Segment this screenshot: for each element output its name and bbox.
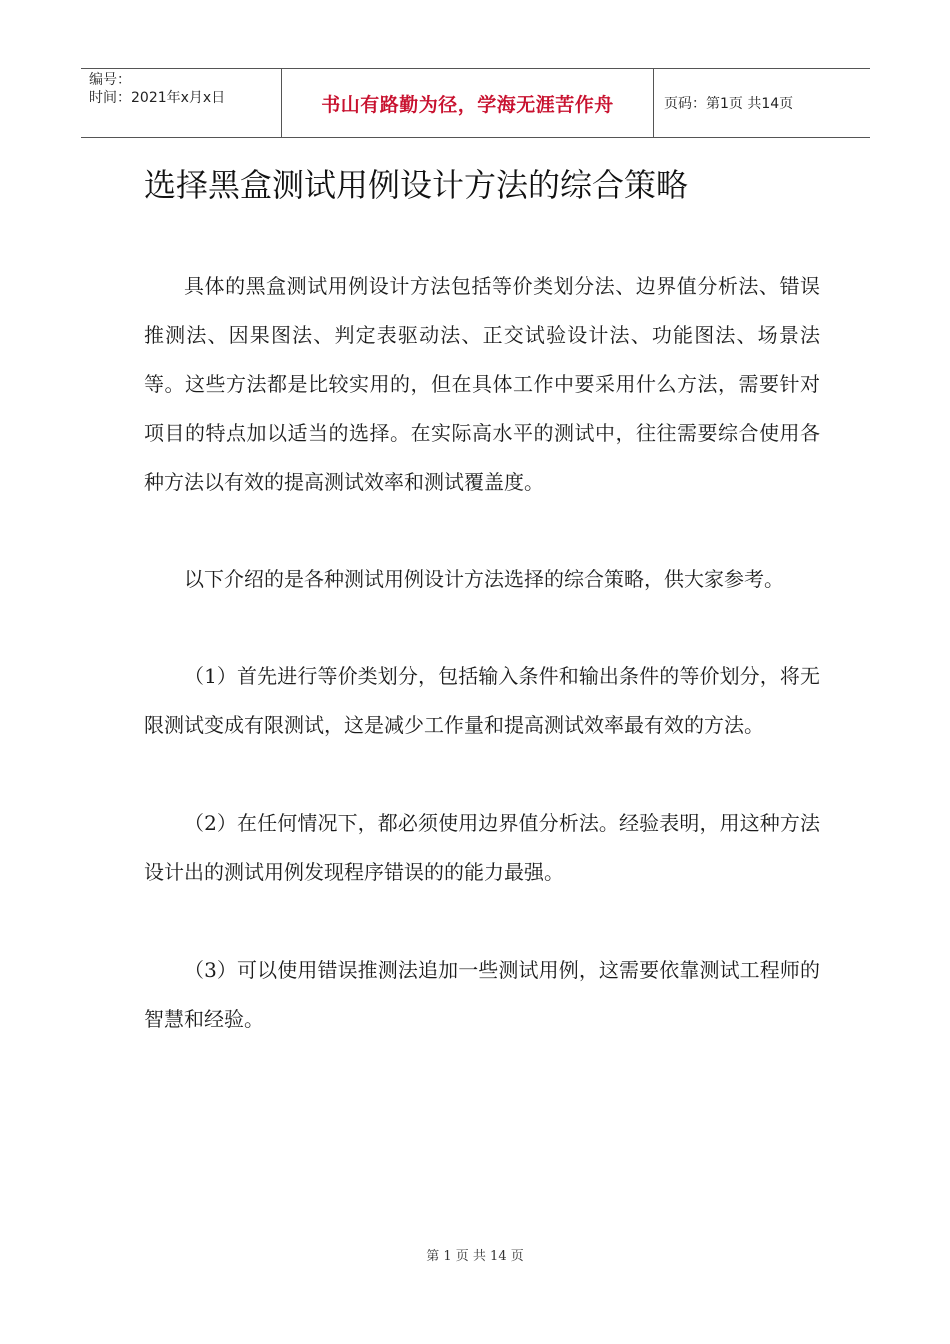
header-meta — [81, 69, 281, 137]
document-title: 选择黑盒测试用例设计方法的综合策略 — [144, 166, 689, 204]
paragraph-overview: 以下介绍的是各种测试用例设计方法选择的综合策略，供大家参考。 — [184, 567, 784, 591]
paragraph-step-3: （3）可以使用错误推测法追加一些测试用例，这需要依靠测试工程师的智慧和经验。 — [144, 958, 820, 1031]
page-footer: 第 1 页 共 14 页 — [426, 1249, 524, 1264]
header-motto: 书山有路勤为径，学海无涯苦作舟 — [321, 93, 614, 116]
header-page-info: 页码：第1页 共14页 — [664, 96, 794, 112]
paragraph-step-2: （2）在任何情况下，都必须使用边界值分析法。经验表明，用这种方法设计出的测试用例发现程序错误的的能力最强。 — [144, 811, 820, 884]
document-number-label: 编号： — [89, 72, 131, 88]
header-page-info-cell — [654, 69, 870, 137]
paragraph-step-1: （1）首先进行等价类划分，包括输入条件和输出条件的等价划分，将无限测试变成有限测试，这是减少工作量和提高测试效率最有效的方法。 — [144, 664, 820, 737]
page-header — [81, 68, 870, 138]
paragraph-intro: 具体的黑盒测试用例设计方法包括等价类划分法、边界值分析法、错误推测法、因果图法、判定表驱动法、正交试验设计法、功能图法、场景法等。这些方法都是比较实用的，但在具体工作中要采用什么方法，需要针对项目的特点加以适当的选择。在实际高水平的测试中，往往需要综合使用各种方法以有效的提高测试效率和测试覆盖度。 — [144, 274, 820, 494]
document-body — [144, 262, 820, 1044]
document-date: 时间：2021年x月x日 — [89, 90, 226, 106]
header-motto-cell — [281, 69, 654, 137]
